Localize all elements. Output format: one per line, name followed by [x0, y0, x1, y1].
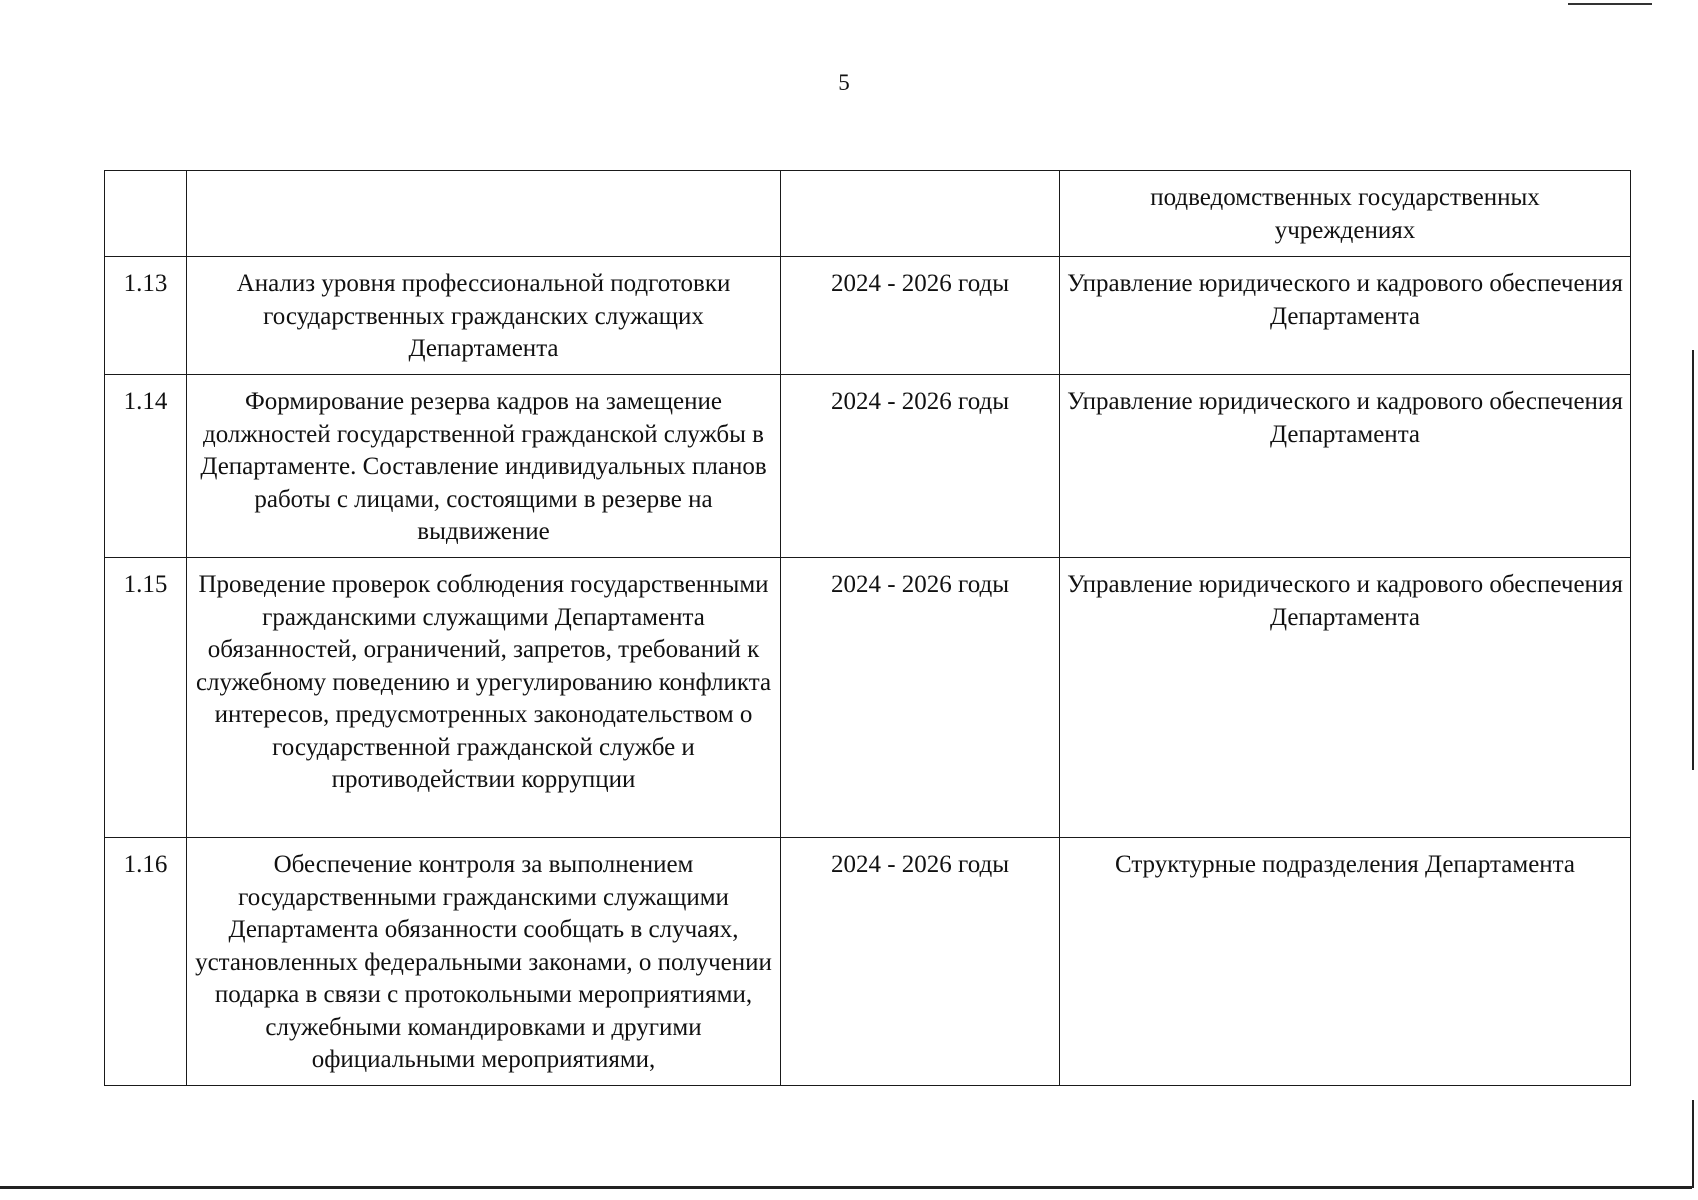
table-row: [105, 257, 1631, 375]
responsible-text: Управление юридического и кадрового обеспечения Департамента: [1060, 257, 1631, 375]
scan-edge-mark: [1692, 350, 1694, 770]
period-text: 2024 - 2026 годы: [781, 375, 1060, 558]
table-row: [105, 558, 1631, 838]
row-number: 1.13: [105, 257, 187, 375]
row-number: 1.15: [105, 558, 187, 838]
measures-table: [104, 170, 1631, 1086]
scan-bottom-edge: [0, 1186, 1692, 1189]
responsible-text: Структурные подразделения Департамента: [1060, 838, 1631, 1086]
table-row: [105, 838, 1631, 1086]
table-row: [105, 171, 1631, 257]
row-number: 1.16: [105, 838, 187, 1086]
scan-corner-mark: [1692, 1100, 1694, 1188]
period-text: 2024 - 2026 годы: [781, 558, 1060, 838]
measure-text: Формирование резерва кадров на замещение должностей государственной гражданской службы в Департаменте. Составление индивидуальных планов работы с лицами, состоящими в резерве на выдвижение: [187, 375, 781, 558]
measure-text: Проведение проверок соблюдения государственными гражданскими служащими Департамента обязанностей, ограничений, запретов, требований к служебному поведению и урегулированию конфликта интересов, предусмотренных законодательством о государственной гражданской службе и противодействии коррупции: [187, 558, 781, 838]
period-text: 2024 - 2026 годы: [781, 838, 1060, 1086]
responsible-text: подведомственных государственных учреждениях: [1060, 171, 1631, 257]
period-text: [781, 171, 1060, 257]
period-text: 2024 - 2026 годы: [781, 257, 1060, 375]
responsible-text: Управление юридического и кадрового обеспечения Департамента: [1060, 558, 1631, 838]
measure-text: [187, 171, 781, 257]
page-number: 5: [838, 70, 850, 95]
top-margin-mark: [1568, 3, 1652, 5]
row-number: [105, 171, 187, 257]
responsible-text: Управление юридического и кадрового обеспечения Департамента: [1060, 375, 1631, 558]
measure-text: Анализ уровня профессиональной подготовки государственных гражданских служащих Департамента: [187, 257, 781, 375]
row-number: 1.14: [105, 375, 187, 558]
table-row: [105, 375, 1631, 558]
measure-text: Обеспечение контроля за выполнением государственными гражданскими служащими Департамента обязанности сообщать в случаях, установленных федеральными законами, о получении подарка в связи с протокольными мероприятиями, служебными командировками и другими официальными мероприятиями,: [187, 838, 781, 1086]
